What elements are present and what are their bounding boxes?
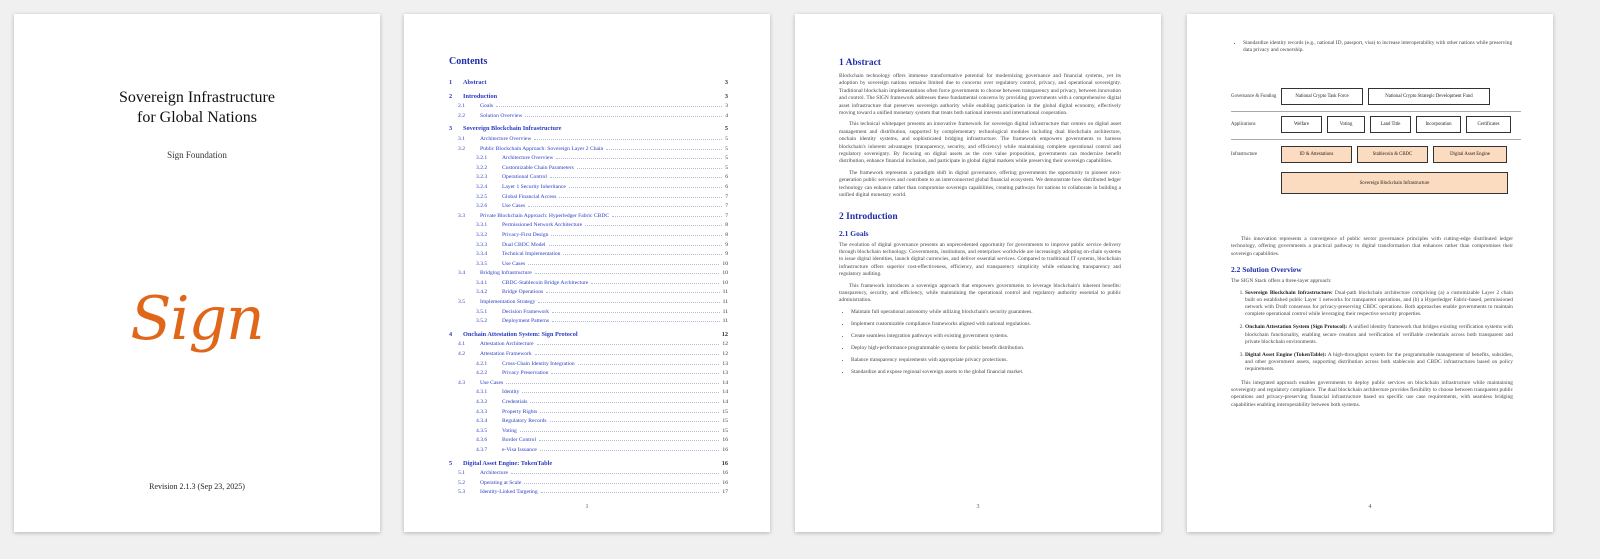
page-number: 4 xyxy=(1368,504,1372,510)
layer-divider xyxy=(1231,111,1521,112)
toc-entry-page: 16 xyxy=(722,446,728,453)
toc-leader-dots xyxy=(585,220,722,226)
toc-leader-dots xyxy=(551,230,722,236)
sign-stack-diagram xyxy=(1231,80,1521,220)
toc-list xyxy=(449,79,728,497)
toc-entry-title: Architecture Overview xyxy=(502,155,554,162)
toc-entry-page: 16 xyxy=(722,437,728,444)
toc-leader-dots xyxy=(591,278,719,284)
toc-entry-page: 6 xyxy=(725,174,728,181)
toc-entry-number: 5.3 xyxy=(458,489,465,496)
toc-entry[interactable] xyxy=(449,445,728,455)
toc-entry-number: 5.1 xyxy=(458,470,465,477)
toc-entry-title: Dual CBDC Model xyxy=(502,241,546,248)
toc-leader-dots xyxy=(524,478,719,484)
toc-entry-title: Layer 1 Security Inheritance xyxy=(502,183,566,190)
toc-entry[interactable] xyxy=(449,172,728,182)
toc-leader-dots xyxy=(569,182,722,188)
diagram-box: National Crypto Strategic Development Fund xyxy=(1368,88,1490,105)
toc-entry-number: 3.4.2 xyxy=(476,289,488,296)
toc-entry-page: 7 xyxy=(725,203,728,210)
solution-list xyxy=(1231,290,1513,374)
diagram-box: Voting xyxy=(1327,116,1365,133)
toc-entry-number: 4.3.1 xyxy=(476,389,488,396)
section-heading-abstract: 1 Abstract xyxy=(839,58,881,68)
toc-entry-number: 3.3.5 xyxy=(476,260,488,267)
toc-entry-number: 3 xyxy=(449,125,453,133)
toc-leader-dots xyxy=(578,359,720,365)
toc-entry[interactable] xyxy=(449,192,728,202)
list-item: • Standardize and expose regional sovereign assets to the global financial market. xyxy=(851,369,1121,376)
toc-entry-title: Use Cases xyxy=(502,260,526,267)
toc-entry[interactable] xyxy=(449,259,728,269)
toc-entry-title: Goals xyxy=(480,103,494,110)
abstract-paragraph: This technical whitepaper presents an innovative framework for sovereign digital infrastructure that centers on digital asset management and distribution, supported by complementary technological modules including dual blockchain architecture, onchain identity systems, and sophisticated bridging infrastructure. The framework empowers governments to harness blockchain's inherent advantages (transparency, security, and efficiency) while maintaining complete operational control and regulatory sovereignty. By focusing on digital assets as the core value proposition, governments can modernize benefit distribution, enhance financial inclusion, and participate in global digital markets while preserving their sovereign capabilities. xyxy=(839,121,1121,165)
toc-leader-dots xyxy=(540,407,719,413)
toc-leader-dots xyxy=(534,134,722,140)
toc-entry-title: Operating at Scale xyxy=(480,479,522,486)
toc-leader-dots xyxy=(555,460,719,465)
toc-entry[interactable] xyxy=(449,416,728,426)
toc-entry-page: 8 xyxy=(725,231,728,238)
toc-leader-dots xyxy=(538,297,719,303)
toc-entry-title: Operational Control xyxy=(502,174,547,181)
toc-entry-page: 9 xyxy=(725,241,728,248)
abstract-paragraph: Blockchain technology offers immense transformative potential for modernizing governance and financial systems, yet its adoption by sovereign nations remains limited due to concerns over regulatory control, privacy, and operational sovereignty. Traditional blockchain implementations often force governments to choose between transparency and privacy, between innovation and control. The SIGN framework addresses these fundamental concerns by providing governments with a comprehensive digital asset infrastructure that preserves sovereign authority while enabling participation in the global digital economy, effectively moving toward a unified monetary system that treats both national interests and international cooperation. xyxy=(839,73,1121,117)
toc-entry[interactable] xyxy=(449,79,728,88)
toc-entry[interactable] xyxy=(449,163,728,173)
diagram-box: National Crypto Task Force xyxy=(1281,88,1363,105)
toc-entry-title: Public Blockchain Approach: Sovereign Layer 2 Chain xyxy=(480,145,604,152)
list-item xyxy=(1245,352,1513,374)
paragraph: This integrated approach enables governments to deploy public services on blockchain infrastructure while maintaining sovereignty and regulatory compliance. The dual blockchain architecture provides flexibility to choose between transparent public operations and privacy-preserving financial infrastructure based on specific use case requirements, with seamless bridging capabilities enabling interoperability between both systems. xyxy=(1231,379,1513,408)
toc-entry-title: Introduction xyxy=(463,92,498,100)
cover-page xyxy=(14,14,380,532)
toc-leader-dots xyxy=(577,163,722,169)
toc-entry-title: Border Control xyxy=(502,437,537,444)
toc-entry-title: Customizable Chain Parameters xyxy=(502,164,574,171)
toc-entry-page: 11 xyxy=(722,308,728,315)
toc-entry[interactable] xyxy=(449,144,728,154)
list-item: • Create seamless integration pathways with existing government systems. xyxy=(851,333,1121,340)
page-4 xyxy=(1187,14,1553,532)
toc-entry-title: Sovereign Blockchain Infrastructure xyxy=(463,125,562,133)
toc-entry-page: 10 xyxy=(722,260,728,267)
toc-entry[interactable] xyxy=(449,368,728,378)
toc-leader-dots xyxy=(606,144,722,150)
toc-entry-number: 3.2.3 xyxy=(476,174,488,181)
list-item xyxy=(1245,324,1513,346)
layer-divider xyxy=(1231,139,1521,140)
toc-entry-title: Voting xyxy=(502,427,517,434)
sign-logo: Sign xyxy=(130,284,264,354)
list-item: • Standardize identity records (e.g., national ID, passport, visa) to increase interoperability with other nations while preserving data privacy and ownership. xyxy=(1243,40,1513,54)
toc-entry-page: 13 xyxy=(722,360,728,367)
toc-entry-page: 8 xyxy=(725,222,728,229)
toc-entry[interactable] xyxy=(449,478,728,488)
revision-info: Revision 2.1.3 (Sep 23, 2025) xyxy=(149,482,245,491)
toc-entry[interactable] xyxy=(449,182,728,192)
page-4-top xyxy=(1231,40,1513,59)
toc-leader-dots xyxy=(552,307,720,313)
toc-entry[interactable] xyxy=(449,134,728,144)
toc-entry-number: 2.1 xyxy=(458,103,465,110)
item-title: Onchain Attestation System (Sign Protocol): xyxy=(1245,324,1348,331)
toc-entry[interactable] xyxy=(449,211,728,221)
document-title xyxy=(14,88,380,128)
section-heading-introduction: 2 Introduction xyxy=(839,211,898,222)
toc-entry-title: Attestation Framework xyxy=(480,351,532,358)
paragraph: The SIGN Stack offers a three-layer approach: xyxy=(1231,278,1332,285)
subsection-heading-goals: 2.1 Goals xyxy=(839,228,869,238)
toc-leader-dots xyxy=(552,316,720,322)
toc-entry-title: Technical Implementation xyxy=(502,251,561,258)
page-3-content xyxy=(839,58,1121,381)
toc-entry-number: 2 xyxy=(449,92,453,100)
toc-entry-page: 7 xyxy=(725,193,728,200)
toc-leader-dots xyxy=(535,268,720,274)
toc-entry-page: 11 xyxy=(722,318,728,325)
page-3 xyxy=(795,14,1161,532)
toc-entry-page: 12 xyxy=(722,341,728,348)
toc-leader-dots xyxy=(511,468,719,474)
list-item: • Implement customizable compliance frameworks aligned with national regulations. xyxy=(851,321,1121,328)
toc-leader-dots xyxy=(540,445,719,451)
toc-entry-number: 3.1 xyxy=(458,135,465,142)
toc-entry-page: 5 xyxy=(725,155,728,162)
toc-entry-number: 3.4.1 xyxy=(476,279,488,286)
diagram-box: Land Title xyxy=(1370,116,1411,133)
toc-leader-dots xyxy=(506,378,719,384)
toc-entry-number: 3.2 xyxy=(458,145,465,152)
toc-entry-page: 3 xyxy=(725,103,728,110)
diagram-box: ID & Attestations xyxy=(1281,146,1352,163)
toc-entry-title: Architecture xyxy=(480,470,508,477)
toc-entry-page: 16 xyxy=(722,479,728,486)
toc-entry-page: 12 xyxy=(722,351,728,358)
title-line-2: for Global Nations xyxy=(137,109,257,126)
toc-page xyxy=(404,14,770,532)
toc-entry[interactable] xyxy=(449,268,728,278)
toc-leader-dots xyxy=(500,93,722,98)
paragraph: This innovation represents a convergence of public sector governance principles with cutting-edge distributed ledger technology, offering governments a practical pathway to digital transformation that enhances rather than compromises their sovereign capabilities. xyxy=(1231,236,1513,257)
toc-entry-page: 16 xyxy=(721,459,728,467)
toc-entry-page: 5 xyxy=(724,125,728,133)
list-item: • Deploy high-performance programmable systems for public benefit distribution. xyxy=(851,345,1121,352)
toc-entry-number: 4.3.5 xyxy=(476,427,488,434)
toc-entry[interactable] xyxy=(449,220,728,230)
toc-entry-title: e-Visa Issuance xyxy=(502,446,537,453)
toc-entry-title: Permissioned Network Architecture xyxy=(502,222,583,229)
title-line-1: Sovereign Infrastructure xyxy=(119,89,275,106)
toc-entry-title: Bridge Operations xyxy=(502,289,544,296)
base-layer xyxy=(1231,172,1521,194)
toc-entry-number: 4.2.2 xyxy=(476,370,488,377)
toc-entry[interactable] xyxy=(449,339,728,349)
toc-entry-number: 1 xyxy=(449,79,453,86)
toc-entry-page: 5 xyxy=(725,164,728,171)
toc-entry[interactable] xyxy=(449,93,728,102)
toc-entry[interactable] xyxy=(449,316,728,326)
toc-entry-title: Implementation Strategy xyxy=(480,299,536,306)
toc-entry[interactable] xyxy=(449,359,728,369)
toc-leader-dots xyxy=(551,368,719,374)
toc-entry-number: 3.3.1 xyxy=(476,222,488,229)
toc-entry[interactable] xyxy=(449,249,728,259)
toc-entry-page: 5 xyxy=(725,145,728,152)
toc-entry[interactable] xyxy=(449,331,728,340)
toc-leader-dots xyxy=(528,259,719,265)
toc-entry[interactable] xyxy=(449,278,728,288)
toc-entry-title: Property Rights xyxy=(502,408,538,415)
toc-entry-title: Use Cases xyxy=(480,379,504,386)
toc-leader-dots xyxy=(520,426,720,432)
toc-entry-number: 4.3.6 xyxy=(476,437,488,444)
page-4-content xyxy=(1231,236,1513,413)
toc-entry-title: Architecture Overview xyxy=(480,135,532,142)
diagram-box: Incorporation xyxy=(1416,116,1461,133)
toc-entry-title: Cross-Chain Identity Integration xyxy=(502,360,575,367)
toc-leader-dots xyxy=(530,397,719,403)
toc-entry-page: 16 xyxy=(722,470,728,477)
toc-leader-dots xyxy=(612,211,722,217)
toc-entry-number: 3.2.5 xyxy=(476,193,488,200)
toc-entry-page: 10 xyxy=(722,279,728,286)
toc-entry-title: Global Financial Access xyxy=(502,193,557,200)
toc-entry-number: 4.1 xyxy=(458,341,465,348)
toc-entry[interactable] xyxy=(449,468,728,478)
diagram-box: Certificates xyxy=(1466,116,1511,133)
toc-entry-title: Decision Framework xyxy=(502,308,550,315)
toc-entry-number: 4.3 xyxy=(458,379,465,386)
toc-entry-title: CBDC-Stablecoin Bridge Architecture xyxy=(502,279,589,286)
toc-entry-title: Regulatory Records xyxy=(502,418,547,425)
toc-entry-page: 4 xyxy=(725,112,728,119)
diagram-box: Sovereign Blockchain Infrastructure xyxy=(1281,172,1508,194)
toc-entry-page: 14 xyxy=(722,399,728,405)
toc-leader-dots xyxy=(539,435,719,441)
table-of-contents xyxy=(449,56,728,497)
toc-leader-dots xyxy=(541,487,720,493)
toc-leader-dots xyxy=(556,153,722,159)
layer-label: Infrastructure xyxy=(1231,151,1258,157)
toc-entry[interactable] xyxy=(449,307,728,317)
toc-leader-dots xyxy=(525,111,722,117)
toc-entry[interactable] xyxy=(449,125,728,134)
toc-leader-dots xyxy=(546,287,719,293)
item-title: Digital Asset Engine (TokenTable): xyxy=(1245,352,1327,359)
layer-label: Governance & Funding xyxy=(1231,93,1277,99)
diagram-box: Welfare xyxy=(1281,116,1322,133)
item-title: Sovereign Blockchain Infrastructure: xyxy=(1245,289,1333,296)
toc-entry[interactable] xyxy=(449,153,728,163)
toc-entry-number: 3.2.1 xyxy=(476,155,488,162)
toc-entry-number: 5.2 xyxy=(458,479,465,486)
author: Sign Foundation xyxy=(167,150,227,160)
toc-entry-page: 14 xyxy=(722,379,728,386)
toc-entry-number: 5 xyxy=(449,459,453,467)
toc-entry[interactable] xyxy=(449,487,728,497)
toc-leader-dots xyxy=(537,339,720,345)
toc-entry-title: Identity xyxy=(502,389,520,396)
diagram-box: Digital Asset Engine xyxy=(1433,146,1507,163)
toc-entry-title: Bridging Infrastructure xyxy=(480,270,532,277)
toc-entry-title: Onchain Attestation System: Sign Protocol xyxy=(463,330,578,338)
toc-entry-page: 15 xyxy=(722,408,728,415)
toc-leader-dots xyxy=(581,331,719,336)
toc-entry-number: 3.3.3 xyxy=(476,241,488,248)
toc-entry-number: 4.2 xyxy=(458,351,465,358)
toc-leader-dots xyxy=(563,249,722,255)
toc-entry[interactable] xyxy=(449,111,728,121)
toc-entry-page: 13 xyxy=(722,370,728,377)
toc-entry-number: 3.5.1 xyxy=(476,308,488,315)
toc-entry-number: 3.3 xyxy=(458,212,465,219)
abstract-paragraph: The framework represents a paradigm shift in digital governance, offering governments the opportunity to pioneer next-generation public services and contribute to an interconnected global financial ecosystem. We demonstrate how distributed ledger technology can enhance rather than compromise sovereign capabilities, creating pathways for nations to collaborate in building a unified digital monetary world. xyxy=(839,169,1121,199)
toc-entry-title: Solution Overview xyxy=(480,112,523,119)
toc-entry-title: Abstract xyxy=(463,79,487,86)
toc-entry-number: 4.3.7 xyxy=(476,446,488,453)
toc-entry-page: 15 xyxy=(722,427,728,434)
toc-leader-dots xyxy=(550,416,720,422)
item-text: A high-throughput system for the programmable management of benefits, subsidies, and other government assets, supporting distribution across both stablecoin and CBDC infrastructures based on policy requirements. xyxy=(1245,352,1513,373)
goals-paragraph: The evolution of digital governance presents an unprecedented opportunity for governments to improve public service delivery through blockchain technology. Governments, institutions, and enterprises worldwide are increasingly adopting on-chain systems to issue digital identities, launch digital currencies, and deliver essential services. Compared to traditional IT systems, blockchain infrastructure offers superior cost-effectiveness, efficiency, and transparency simplicity while enhancing transparency and regulatory auditing. xyxy=(839,241,1121,278)
toc-entry-number: 4.3.3 xyxy=(476,408,488,415)
toc-leader-dots xyxy=(564,125,721,130)
toc-entry[interactable] xyxy=(449,435,728,445)
toc-entry[interactable] xyxy=(449,407,728,417)
toc-entry-page: 10 xyxy=(722,270,728,277)
toc-entry-number: 3.5.2 xyxy=(476,318,488,325)
toc-entry-title: Credentials xyxy=(502,399,528,405)
toc-entry-title: Privacy-First Design xyxy=(502,231,549,238)
identity-bullet-list xyxy=(1231,40,1513,54)
toc-entry-page: 15 xyxy=(722,418,728,425)
toc-leader-dots xyxy=(535,349,720,355)
toc-entry-page: 17 xyxy=(722,489,728,496)
toc-entry[interactable] xyxy=(449,287,728,297)
toc-entry-title: Attestation Architecture xyxy=(480,341,534,348)
toc-entry[interactable] xyxy=(449,378,728,388)
toc-entry-number: 4 xyxy=(449,330,453,338)
toc-entry-number: 2.2 xyxy=(458,112,465,119)
applications-layer xyxy=(1231,116,1521,133)
toc-leader-dots xyxy=(549,240,723,246)
toc-entry-page: 5 xyxy=(725,135,728,142)
toc-entry-page: 6 xyxy=(725,183,728,190)
toc-leader-dots xyxy=(489,79,721,84)
toc-entry-page: 3 xyxy=(724,79,728,86)
item-text: Dual-path blockchain architecture comprising (a) a customizable Layer 2 chain built on established public Layer 1 networks for transparent operations, and (b) a Hyperledger Fabric-based, permissioned network with Draft consensus for privacy-preserving CBDC operations. Both approaches enable governments to maintain complete operational control while leveraging their respective security properties. xyxy=(1245,289,1513,318)
toc-entry[interactable] xyxy=(449,297,728,307)
toc-entry-title: Private Blockchain Approach: Hyperledger Fabric CBDC xyxy=(480,212,610,219)
toc-entry-number: 4.2.1 xyxy=(476,360,488,367)
toc-entry[interactable] xyxy=(449,349,728,359)
toc-entry[interactable] xyxy=(449,230,728,240)
toc-entry[interactable] xyxy=(449,240,728,250)
subsection-heading-solution: 2.2 Solution Overview xyxy=(1231,265,1302,275)
toc-entry-page: 7 xyxy=(725,212,728,219)
toc-leader-dots xyxy=(522,387,719,393)
layer-label: Applications xyxy=(1231,121,1256,127)
toc-entry[interactable] xyxy=(449,460,728,469)
toc-entry[interactable] xyxy=(449,101,728,111)
toc-leader-dots xyxy=(528,201,722,207)
list-item: • Maintain full operational autonomy while utilizing blockchain's security guarantees. xyxy=(851,309,1121,316)
toc-entry[interactable] xyxy=(449,201,728,211)
toc-entry-page: 12 xyxy=(721,330,728,338)
governance-layer xyxy=(1231,88,1521,105)
page-number: 3 xyxy=(976,504,980,510)
toc-entry-page: 11 xyxy=(722,289,728,296)
diagram-box: Stablecoin & CBDC xyxy=(1357,146,1428,163)
item-text: A unified identity framework that bridges existing verification systems with blockchain functionality, enabling secure creation and verification of verifiable credentials across both transparent and private blockchain environments. xyxy=(1245,324,1514,345)
toc-entry-number: 3.3.2 xyxy=(476,231,488,238)
toc-entry-number: 3.5 xyxy=(458,299,465,306)
toc-entry-title: Use Cases xyxy=(502,203,526,210)
toc-entry-number: 4.3.4 xyxy=(476,418,488,425)
goals-list xyxy=(839,309,1121,376)
toc-entry-page: 11 xyxy=(722,299,728,306)
toc-entry[interactable] xyxy=(449,426,728,436)
toc-leader-dots xyxy=(550,172,722,178)
toc-entry-number: 3.2.4 xyxy=(476,183,488,190)
toc-entry-title: Deployment Patterns xyxy=(502,318,550,325)
list-item xyxy=(1245,290,1513,319)
toc-entry-title: Digital Asset Engine: TokenTable xyxy=(463,459,553,467)
toc-entry[interactable] xyxy=(449,387,728,397)
toc-entry-number: 3.2.6 xyxy=(476,203,488,210)
toc-entry-page: 9 xyxy=(725,251,728,258)
goals-paragraph: This framework introduces a sovereign approach that empowers governments to leverage blockchain's inherent benefits: transparency, security, and efficiency, while maintaining the operational control and regulatory authority essential to public administration. xyxy=(839,282,1121,304)
toc-leader-dots xyxy=(496,101,722,107)
toc-entry-title: Privacy Preservation xyxy=(502,370,549,377)
toc-heading: Contents xyxy=(449,56,488,67)
toc-entry-page: 3 xyxy=(724,92,728,100)
toc-entry[interactable] xyxy=(449,397,728,407)
toc-entry-number: 3.3.4 xyxy=(476,251,488,258)
toc-entry-number: 3.2.2 xyxy=(476,164,488,171)
toc-entry-number: 3.4 xyxy=(458,270,465,277)
page-number: 1 xyxy=(585,504,589,510)
list-item: • Balance transparency requirements with appropriate privacy protections. xyxy=(851,357,1121,364)
infrastructure-layer xyxy=(1231,146,1521,163)
toc-entry-title: Identity-Linked Targeting xyxy=(480,489,538,496)
toc-entry-number: 4.3.2 xyxy=(476,399,488,405)
toc-leader-dots xyxy=(559,192,722,198)
toc-entry-page: 14 xyxy=(722,389,728,396)
